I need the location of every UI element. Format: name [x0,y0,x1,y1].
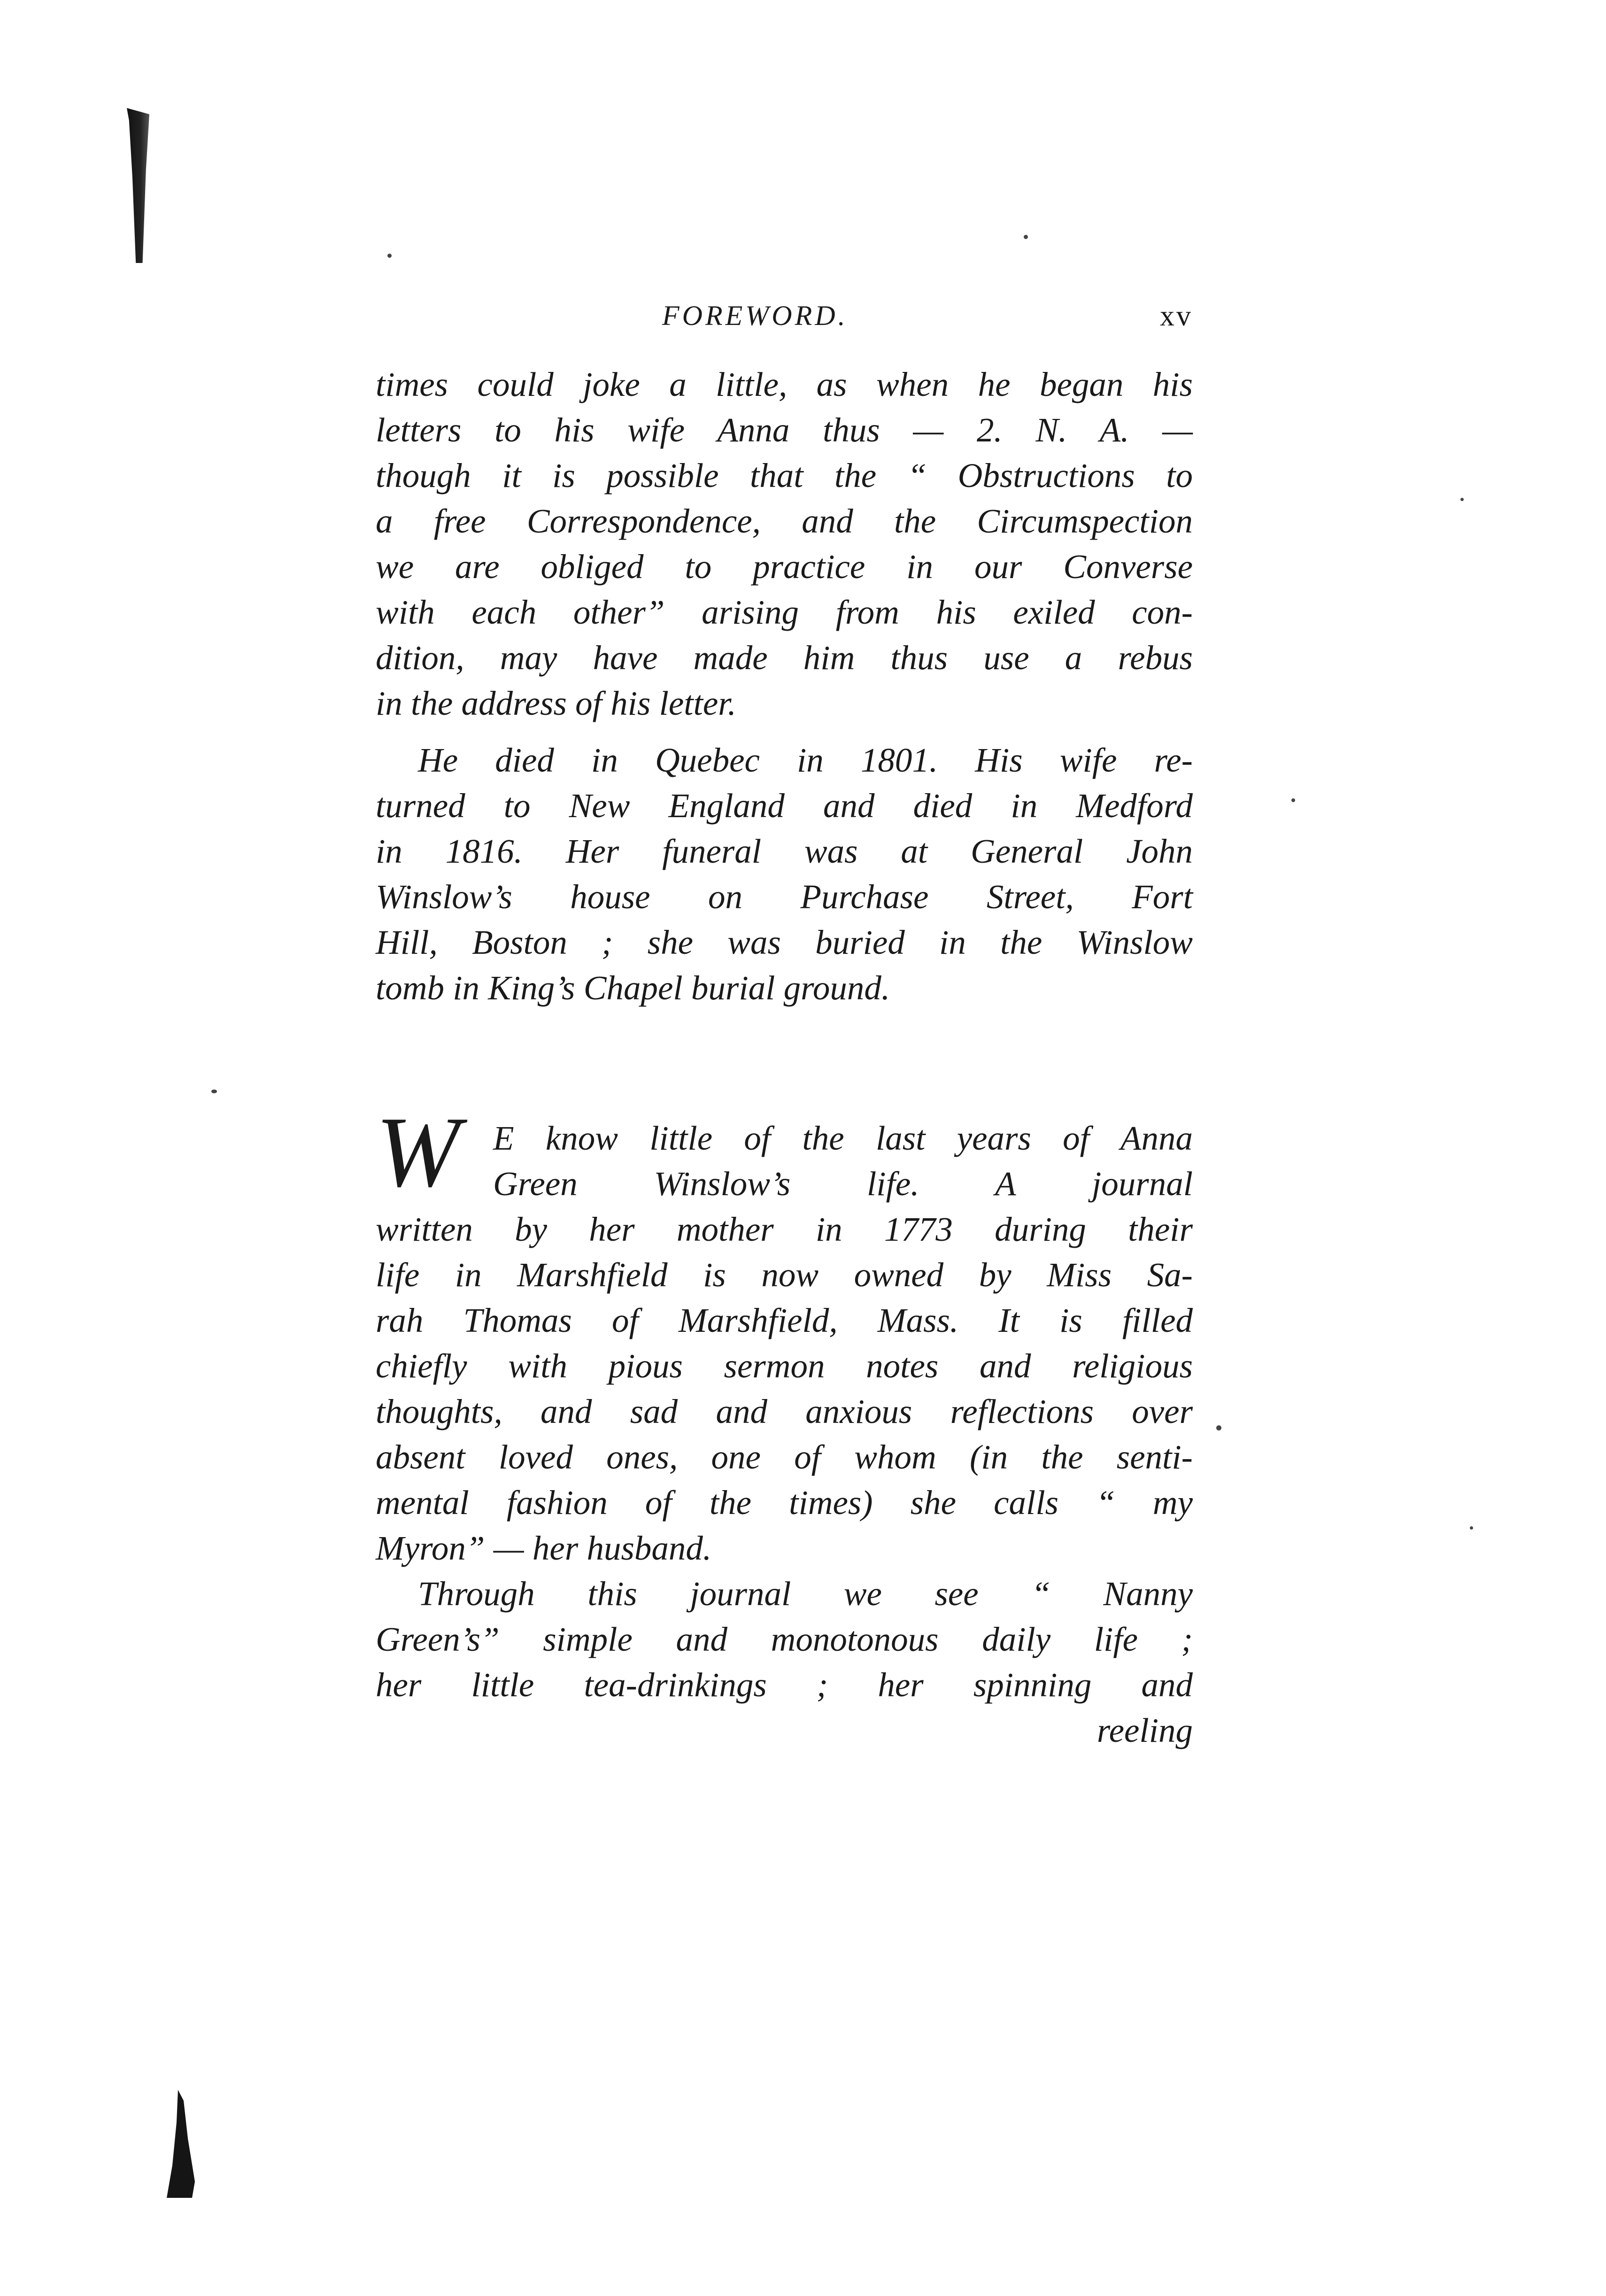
text-line: mental fashion of the times) she calls “ my [376,1484,1193,1522]
scan-edge-artifact [127,108,149,263]
scan-speck [1460,498,1464,501]
text-line: we are obliged to practice in our Converse [376,548,1193,586]
text-line: her little tea-drinkings ; her spinning and [376,1666,1193,1704]
text-line: life in Marshfield is now owned by Miss Sa- [376,1256,1193,1294]
text-line: turned to New England and died in Medford [376,787,1193,825]
text-line: in 1816. Her funeral was at General John [376,832,1193,870]
text-line: E know little of the last years of Anna [493,1119,1193,1157]
text-line: He died in Quebec in 1801. His wife re- [418,741,1193,779]
paragraph-journal [376,1096,1193,1753]
scan-speck [1470,1526,1473,1530]
scan-speck [387,254,392,258]
scan-speck [1024,235,1028,239]
text-line: thoughts, and sad and anxious reflections over [376,1392,1193,1430]
text-line: Green Winslow’s life. A journal [493,1165,1193,1203]
text-line: chiefly with pious sermon notes and religious [376,1347,1193,1385]
text-line: though it is possible that the “ Obstructions to [376,456,1193,495]
text-line: letters to his wife Anna thus — 2. N. A. — [376,411,1193,449]
text-line: rah Thomas of Marshfield, Mass. It is filled [376,1301,1193,1339]
text-line: times could joke a little, as when he began his [376,365,1193,403]
paragraph-quebec [376,737,1193,1011]
drop-cap: W [376,1096,460,1208]
scan-speck [1216,1425,1221,1430]
page-number: xv [1160,300,1193,332]
text-line: Hill, Boston ; she was buried in the Winslow [376,923,1193,961]
text-line: written by her mother in 1773 during their [376,1210,1193,1248]
text-line: in the address of his letter. [376,684,736,722]
text-line: dition, may have made him thus use a rebus [376,639,1193,677]
text-line: Winslow’s house on Purchase Street, Fort [376,878,1193,916]
running-head [376,300,1193,337]
running-title: FOREWORD. [662,300,848,331]
catchword: reeling [1096,1711,1193,1749]
text-line: tomb in King’s Chapel burial ground. [376,969,890,1007]
scan-edge-artifact [167,2090,195,2198]
scan-speck [1291,798,1295,802]
text-line: Myron” — her husband. [376,1529,712,1567]
text-line: absent loved ones, one of whom (in the senti- [376,1438,1193,1476]
text-line: Green’s” simple and monotonous daily life ; [376,1620,1193,1658]
scan-speck [211,1090,217,1093]
paragraph-continued [376,362,1193,726]
text-line: with each other” arising from his exiled con- [376,593,1193,631]
text-line: a free Correspondence, and the Circumspection [376,502,1193,540]
text-line: Through this journal we see “ Nanny [418,1575,1193,1613]
